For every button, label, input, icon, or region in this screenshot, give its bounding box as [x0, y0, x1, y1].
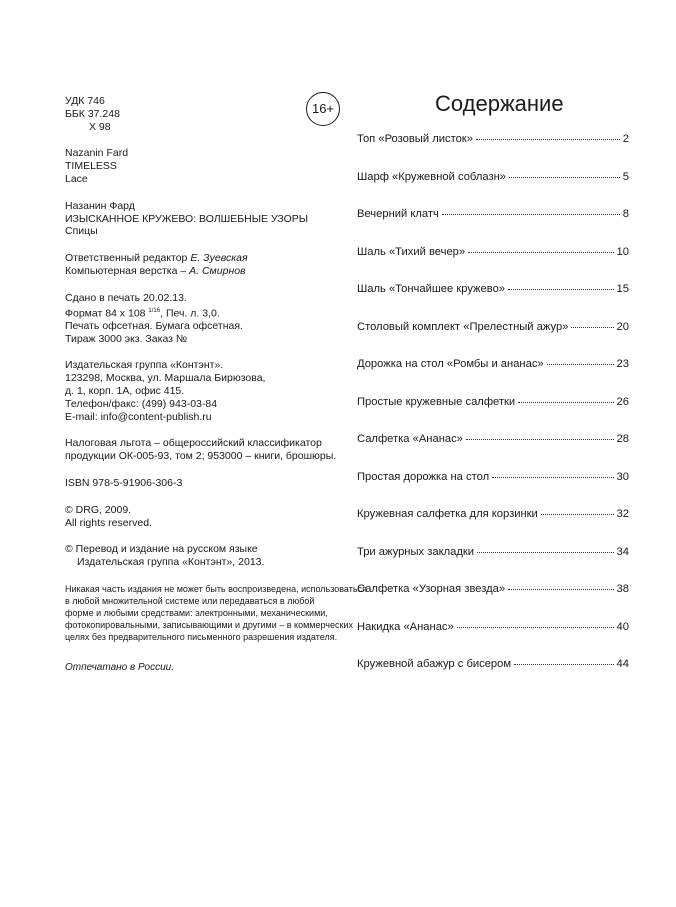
translation-line-2: Издательская группа «Контэнт», 2013.: [77, 556, 265, 569]
tax-line-2: продукции ОК-005-93, том 2; 953000 – книги, брошюры.: [65, 450, 337, 463]
toc-leader: [518, 402, 613, 403]
toc-entry-page: 28: [616, 433, 629, 445]
toc-entry-page: 26: [616, 395, 629, 408]
credits: [65, 252, 355, 278]
address-line-1: 123298, Москва, ул. Маршала Бирюзова,: [65, 372, 266, 385]
legal-line: форме и любыми средствами: электронными, механическими,: [65, 608, 328, 618]
toc-entry-title: Топ «Розовый листок»: [357, 133, 473, 145]
toc-entry-page: 8: [622, 208, 629, 220]
legal-line: в любой множительной системе или передаваться в любой: [65, 596, 315, 606]
isbn-block: [65, 477, 355, 490]
toc-entry-title: Простые кружевные салфетки: [357, 395, 516, 408]
layout-name: А. Смирнов: [189, 264, 246, 277]
editor-name: Е. Зуевская: [190, 252, 248, 265]
toc-entry[interactable]: [357, 508, 629, 546]
copyright-line-1: © DRG, 2009.: [65, 503, 132, 516]
translation-line-1: © Перевод и издание на русском языке: [65, 543, 258, 556]
toc-entry-title: Простая дорожка на стол: [357, 470, 490, 483]
editor-line: [65, 252, 355, 265]
toc-entry[interactable]: [357, 583, 629, 621]
toc-entry[interactable]: [357, 658, 629, 696]
toc-entry-page: 34: [616, 545, 629, 558]
publisher: Издательская группа «Контэнт».: [65, 359, 224, 372]
book-title: ИЗЫСКАННОЕ КРУЖЕВО: ВОЛШЕБНЫЕ УЗОРЫ: [65, 212, 309, 225]
toc-entry-page: 2: [622, 133, 629, 145]
toc-entry[interactable]: [357, 246, 629, 284]
toc-leader: [442, 214, 620, 215]
author: Назанин Фард: [65, 199, 135, 212]
toc-entry[interactable]: [357, 171, 629, 209]
editor-label: Ответственный редактор: [65, 252, 188, 265]
toc-entry[interactable]: [357, 208, 629, 246]
toc-entry[interactable]: [357, 396, 629, 434]
toc-leader: [509, 177, 620, 178]
udk-code: УДК 746: [65, 95, 105, 107]
table-of-contents: [357, 90, 629, 696]
toc-leader: [492, 477, 613, 478]
toc-entry-page: 15: [616, 283, 629, 295]
toc-entry-page: 23: [616, 358, 629, 370]
toc-leader: [541, 514, 614, 515]
format-start: Формат 84 х 108: [65, 307, 146, 320]
isbn: ISBN 978-5-91906-306-3: [65, 477, 183, 490]
toc-entry-title: Вечерний клатч: [357, 208, 439, 220]
toc-heading: Содержание: [435, 91, 564, 116]
toc-leader: [514, 664, 613, 665]
toc-entry-title: Столовый комплект «Прелестный ажур»: [357, 320, 569, 333]
toc-entry[interactable]: [357, 133, 629, 171]
age-rating-badge: 16+: [306, 92, 340, 126]
original-edition: [65, 147, 355, 185]
toc-entry-title: Кружевная салфетка для корзинки: [357, 508, 538, 520]
toc-leader: [477, 552, 614, 553]
imprint: [65, 95, 355, 583]
bbk-code: ББК 37.248: [65, 107, 120, 120]
toc-leader: [476, 139, 620, 140]
format-line: [65, 305, 355, 320]
layout-line: [65, 265, 355, 278]
original-subtitle: Lace: [65, 172, 88, 185]
toc-leader: [468, 252, 613, 253]
toc-entry[interactable]: [357, 621, 629, 659]
signed-date: Сдано в печать 20.02.13.: [65, 291, 187, 304]
layout-label: Компьютерная верстка –: [65, 264, 187, 277]
toc-entry[interactable]: [357, 358, 629, 396]
toc-entry-title: Салфетка «Ананас»: [357, 433, 463, 445]
toc-entry[interactable]: [357, 283, 629, 321]
toc-entry-title: Дорожка на стол «Ромбы и ананас»: [357, 358, 544, 370]
format-end: , Печ. л. 3,0.: [160, 307, 220, 320]
address-line-2: д. 1, корп. 1А, офис 415.: [65, 385, 185, 398]
translation-rights: [65, 543, 355, 569]
toc-entry-page: 38: [616, 583, 629, 595]
toc-entry-title: Шаль «Тончайшее кружево»: [357, 283, 506, 295]
toc-entry-title: Шаль «Тихий вечер»: [357, 245, 466, 258]
print-details: [65, 292, 355, 346]
toc-entry-page: 44: [616, 658, 629, 670]
toc-entry[interactable]: [357, 321, 629, 359]
toc-entry-title: Салфетка «Узорная звезда»: [357, 583, 506, 595]
circulation: Тираж 3000 экз. Заказ №: [65, 332, 188, 345]
toc-entry-title: Три ажурных закладки: [357, 545, 475, 558]
toc-entry-page: 5: [622, 170, 629, 183]
copyright-line-2: All rights reserved.: [65, 516, 152, 529]
toc-leader: [508, 589, 613, 590]
legal-line: Никакая часть издания не может быть воспроизведена, использоваться: [65, 584, 367, 594]
toc-entry-title: Накидка «Ананас»: [357, 620, 454, 633]
email: E-mail: info@content-publish.ru: [65, 410, 212, 423]
toc-entry-page: 30: [616, 470, 629, 483]
toc-entry-page: 40: [616, 620, 629, 633]
toc-entry[interactable]: [357, 546, 629, 584]
legal-line: целях без предварительного письменного разрешения издателя.: [65, 632, 338, 642]
author-code: Х 98: [89, 120, 111, 133]
original-title: TIMELESS: [65, 160, 117, 173]
toc-leader: [547, 364, 614, 365]
legal-notice: [65, 583, 367, 643]
copyright: [65, 504, 355, 530]
toc-entry-title: Шарф «Кружевной соблазн»: [357, 170, 506, 183]
toc-entry[interactable]: [357, 433, 629, 471]
printing-type: Печать офсетная. Бумага офсетная.: [65, 319, 243, 332]
toc-entry-title: Кружевной абажур с бисером: [357, 658, 512, 670]
toc-entry[interactable]: [357, 471, 629, 509]
book-subtitle: Спицы: [65, 225, 98, 238]
printed-in: Отпечатано в России.: [65, 662, 174, 673]
tax-line-1: Налоговая льгота – общероссийский классификатор: [65, 437, 322, 450]
toc-leader: [508, 289, 614, 290]
toc-entry-page: 20: [616, 320, 629, 333]
format-fraction: 1/16: [148, 307, 161, 314]
tax-benefit: [65, 437, 355, 463]
toc-list: [357, 133, 629, 696]
legal-line: фотокопировальными, записывающими и другими – в коммерческих: [65, 620, 353, 630]
russian-edition: [65, 200, 355, 238]
toc-leader: [457, 627, 614, 628]
toc-entry-page: 32: [616, 508, 629, 520]
phone: Телефон/факс: (499) 943-03-84: [65, 397, 218, 410]
publisher-contacts: [65, 359, 355, 423]
original-author: Nazanin Fard: [65, 147, 129, 160]
toc-leader: [571, 327, 613, 328]
toc-leader: [466, 439, 614, 440]
toc-entry-page: 10: [616, 245, 629, 258]
